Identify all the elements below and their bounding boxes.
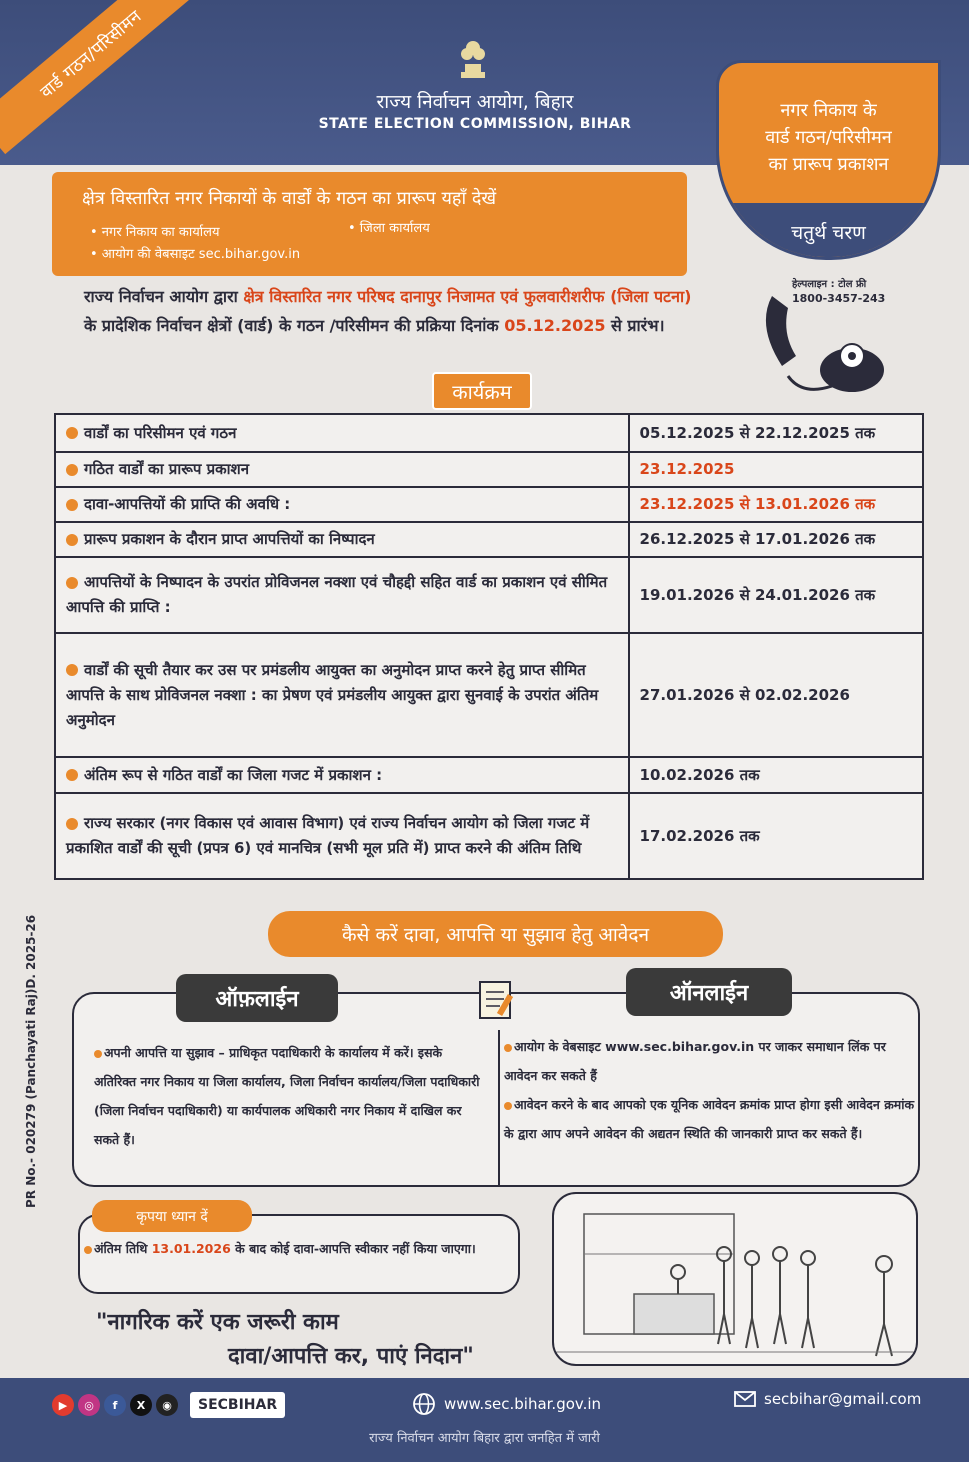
bullet-icon <box>84 1246 92 1254</box>
modes-divider <box>498 1030 500 1185</box>
org-name-hindi: राज्य निर्वाचन आयोग, बिहार <box>376 91 574 113</box>
table-row: वार्डों की सूची तैयार कर उस पर प्रमंडलीय आयुक्त का अनुमोदन प्राप्त करने हेतु प्राप्त सीमित आपत्ति के साथ प्रोविजनल नक्शा : का प्रेषण एवं प्रमंडलीय आयुक्त द्वारा सुनवाई के उपरांत अंतिम अनुमोदन 27.01.2026 से 02.02.2026 <box>55 633 923 757</box>
apply-banner: कैसे करें दावा, आपत्ति या सुझाव हेतु आवेदन <box>268 911 723 957</box>
bullet-icon <box>66 577 78 589</box>
threads-icon[interactable]: ◉ <box>156 1394 178 1416</box>
offline-tag: ऑफ़लाईन <box>176 974 338 1022</box>
globe-icon <box>412 1392 436 1416</box>
social-links <box>52 1394 178 1416</box>
bullet-icon <box>66 464 78 476</box>
intro-highlight: क्षेत्र विस्तारित नगर परिषद दानापुर निजामत एवं फुलवारीशरीफ (जिला पटना) <box>243 287 692 306</box>
table-row: आपत्तियों के निष्पादन के उपरांत प्रोविजनल नक्शा एवं चौहद्दी सहित वार्ड का प्रकाशन एवं सीमित आपत्ति की प्राप्ति : 19.01.2026 से 24.01.2026 तक <box>55 557 923 633</box>
bullet-icon <box>66 664 78 676</box>
org-name-english: STATE ELECTION COMMISSION, BIHAR <box>318 116 632 132</box>
footer-note: राज्य निर्वाचन आयोग बिहार द्वारा जनहित में जारी <box>369 1431 600 1446</box>
phase-badge <box>716 60 941 260</box>
bullet-icon <box>66 769 78 781</box>
website-link[interactable]: www.sec.bihar.gov.in <box>444 1395 602 1413</box>
bullet-icon <box>66 499 78 511</box>
bullet-icon <box>504 1044 512 1052</box>
online-tag: ऑनलाईन <box>626 968 792 1016</box>
intro-paragraph: राज्य निर्वाचन आयोग द्वारा क्षेत्र विस्तारित नगर परिषद दानापुर निजामत एवं फुलवारीशरीफ (जिला पटना) के प्रादेशिक निर्वाचन क्षेत्रों (वार्ड) के गठन /परिसीमन की प्रक्रिया दिनांक 05.12.2025 से प्रारंभ। <box>84 287 692 335</box>
info-item: • जिला कार्यालय <box>348 221 430 236</box>
info-title: क्षेत्र विस्तारित नगर निकायों के वार्डों के गठन का प्रारूप यहाँ देखें <box>82 188 497 209</box>
footer <box>0 1378 969 1462</box>
badge-title: नगर निकाय के वार्ड गठन/परिसीमन का प्रारूप प्रकाशन <box>765 100 892 175</box>
social-handle: SECBIHAR <box>190 1392 285 1418</box>
email-link[interactable]: secbihar@gmail.com <box>764 1390 922 1408</box>
attention-tag: कृपया ध्यान दें <box>92 1200 252 1232</box>
x-icon[interactable]: X <box>130 1394 152 1416</box>
helpline-number: 1800-3457-243 <box>792 292 886 305</box>
corner-ribbon: वार्ड गठन/परिसीमन <box>0 0 204 154</box>
queue-drawing <box>554 1194 918 1366</box>
instagram-icon[interactable]: ◎ <box>78 1394 100 1416</box>
schedule-title: कार्यक्रम <box>432 372 532 410</box>
website <box>412 1392 601 1416</box>
pr-number: PR No.- 020279 (Panchayati Raj)D. 2025-26 <box>24 914 38 1208</box>
bullet-icon <box>66 427 78 439</box>
email <box>734 1390 921 1408</box>
table-row: वार्डों का परिसीमन एवं गठन 05.12.2025 से 22.12.2025 तक <box>55 414 923 452</box>
mail-icon <box>734 1391 756 1407</box>
schedule-table <box>54 413 924 880</box>
slogan-line-1: "नागरिक करें एक जरूरी काम <box>96 1310 339 1335</box>
slogan-line-2: दावा/आपत्ति कर, पाएं निदान" <box>228 1344 474 1369</box>
info-item: • आयोग की वेबसाइट sec.bihar.gov.in <box>90 247 301 262</box>
helpline <box>752 272 902 402</box>
table-row: अंतिम रूप से गठित वार्डों का जिला गजट में प्रकाशन : 10.02.2026 तक <box>55 757 923 793</box>
bullet-icon <box>504 1102 512 1110</box>
national-emblem-icon <box>455 34 491 82</box>
office-queue-illustration <box>552 1192 918 1366</box>
facebook-icon[interactable]: f <box>104 1394 126 1416</box>
attention-date: 13.01.2026 <box>151 1241 231 1256</box>
info-box <box>52 172 687 276</box>
table-row: दावा-आपत्तियों की प्राप्ति की अवधि : 23.12.2025 से 13.01.2026 तक <box>55 487 923 522</box>
notepad-icon <box>476 976 516 1022</box>
attention-text: अंतिम तिथि 13.01.2026 के बाद कोई दावा-आपत्ति स्वीकार नहीं किया जाएगा। <box>84 1236 504 1262</box>
helpline-label: हेल्पलाइन : टोल फ्री <box>792 279 867 290</box>
offline-text: अपनी आपत्ति या सुझाव – प्राधिकृत पदाधिकारी के कार्यालय में करें। इसके अतिरिक्त नगर निकाय या जिला कार्यालय, जिला निर्वाचन कार्यालय/जिला पदाधिकारी (जिला निर्वाचन पदाधिकारी) या कार्यपालक अधिकारी नगर निकाय में दाखिल कर सकते हैं। <box>94 1045 480 1147</box>
info-item: • नगर निकाय का कार्यालय <box>90 225 220 240</box>
telephone-icon <box>752 286 902 402</box>
table-row: प्रारूप प्रकाशन के दौरान प्राप्त आपत्तियों का निष्पादन 26.12.2025 से 17.01.2026 तक <box>55 522 923 557</box>
intro-date: 05.12.2025 <box>504 316 606 335</box>
table-row: राज्य सरकार (नगर विकास एवं आवास विभाग) एवं राज्य निर्वाचन आयोग को जिला गजट में प्रकाशित वार्डों की सूची (प्रपत्र 6) एवं मानचित्र (सभी मूल प्रति में) प्राप्त करने की अंतिम तिथि 17.02.2026 तक <box>55 793 923 879</box>
bullet-icon <box>66 818 78 830</box>
badge-phase: चतुर्थ चरण <box>719 203 938 260</box>
table-row: गठित वार्डों का प्रारूप प्रकाशन 23.12.2025 <box>55 452 923 487</box>
online-text: आयोग के वेबसाइट www.sec.bihar.gov.in पर जाकर समाधान लिंक पर आवेदन कर सकते हैं आवेदन करने के बाद आपको एक यूनिक आवेदन क्रमांक प्राप्त होगा इसी आवेदन क्रमांक के द्वारा आप अपने आवेदन की अद्यतन स्थिति की जानकारी प्राप्त कर सकते हैं। <box>504 1039 915 1141</box>
bullet-icon <box>94 1050 102 1058</box>
youtube-icon[interactable]: ▶ <box>52 1394 74 1416</box>
bullet-icon <box>66 534 78 546</box>
